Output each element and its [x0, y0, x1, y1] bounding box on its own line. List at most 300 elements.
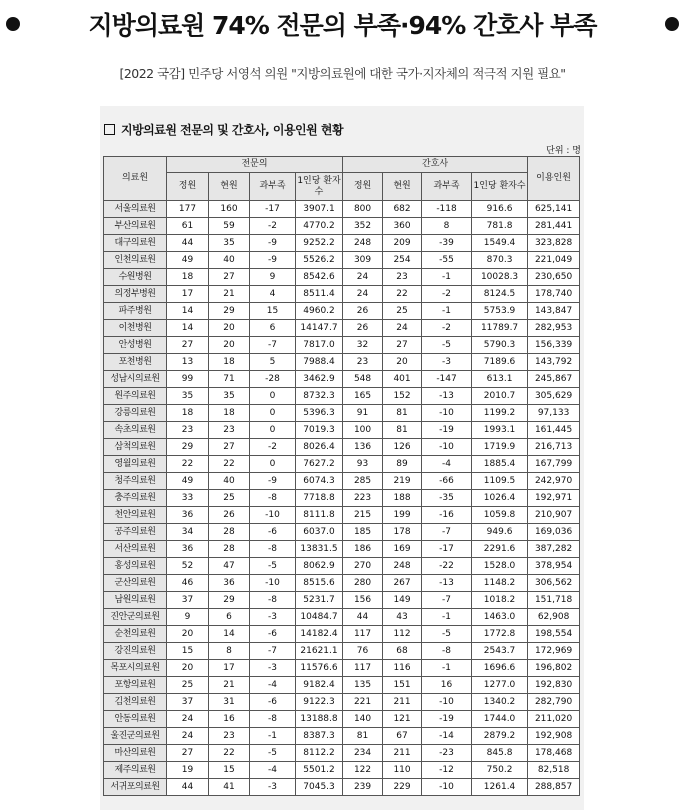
table-row: [104, 626, 580, 643]
doctor-quota: 49: [167, 473, 209, 490]
nurse-current: 20: [383, 354, 422, 371]
users-count: 143,792: [528, 354, 580, 371]
header-nurse-shortage: 과부족: [422, 173, 472, 201]
doctor-shortage: -9: [250, 235, 296, 252]
doctor-patients-per: 7627.2: [296, 456, 343, 473]
nurse-shortage: -147: [422, 371, 472, 388]
nurse-quota: 81: [343, 728, 383, 745]
users-count: 245,867: [528, 371, 580, 388]
doctor-shortage: -10: [250, 575, 296, 592]
bullet-dot-icon: [6, 17, 20, 31]
nurse-current: 211: [383, 694, 422, 711]
nurse-patients-per: 5790.3: [472, 337, 528, 354]
doctor-quota: 37: [167, 592, 209, 609]
nurse-quota: 239: [343, 779, 383, 796]
doctor-quota: 34: [167, 524, 209, 541]
doctor-quota: 35: [167, 388, 209, 405]
hospital-name: 속초의료원: [104, 422, 167, 439]
doctor-current: 15: [209, 762, 250, 779]
bullet-dot-icon: [665, 17, 679, 31]
doctor-shortage: -1: [250, 728, 296, 745]
nurse-shortage: -23: [422, 745, 472, 762]
doctor-shortage: -5: [250, 558, 296, 575]
nurse-quota: 156: [343, 592, 383, 609]
header-hospital: 의료원: [104, 157, 167, 201]
doctor-shortage: -28: [250, 371, 296, 388]
nurse-current: 149: [383, 592, 422, 609]
nurse-patients-per: 1199.2: [472, 405, 528, 422]
hospital-name: 목포시의료원: [104, 660, 167, 677]
nurse-patients-per: 1463.0: [472, 609, 528, 626]
nurse-shortage: -19: [422, 422, 472, 439]
doctor-patients-per: 14182.4: [296, 626, 343, 643]
nurse-quota: 117: [343, 626, 383, 643]
doctor-patients-per: 8387.3: [296, 728, 343, 745]
nurse-quota: 93: [343, 456, 383, 473]
nurse-patients-per: 870.3: [472, 252, 528, 269]
nurse-shortage: -13: [422, 575, 472, 592]
table-row: [104, 660, 580, 677]
users-count: 161,445: [528, 422, 580, 439]
doctor-quota: 27: [167, 337, 209, 354]
doctor-shortage: 5: [250, 354, 296, 371]
doctor-shortage: -5: [250, 745, 296, 762]
header-nurses-group: 간호사: [343, 157, 528, 173]
nurse-quota: 117: [343, 660, 383, 677]
nurse-current: 267: [383, 575, 422, 592]
nurse-shortage: -8: [422, 643, 472, 660]
nurse-patients-per: 1109.5: [472, 473, 528, 490]
doctor-quota: 18: [167, 269, 209, 286]
doctor-shortage: 0: [250, 405, 296, 422]
table-row: [104, 609, 580, 626]
nurse-quota: 548: [343, 371, 383, 388]
table-row: [104, 252, 580, 269]
nurse-current: 121: [383, 711, 422, 728]
hospital-name: 이천병원: [104, 320, 167, 337]
nurse-patients-per: 5753.9: [472, 303, 528, 320]
doctor-quota: 44: [167, 779, 209, 796]
doctor-current: 26: [209, 507, 250, 524]
hospital-name: 군산의료원: [104, 575, 167, 592]
unit-label: 단위 : 명: [546, 146, 581, 156]
nurse-patients-per: 750.2: [472, 762, 528, 779]
nurse-current: 209: [383, 235, 422, 252]
table-row: [104, 371, 580, 388]
nurse-current: 151: [383, 677, 422, 694]
doctor-current: 18: [209, 405, 250, 422]
nurse-shortage: -39: [422, 235, 472, 252]
doctor-current: 29: [209, 303, 250, 320]
doctor-quota: 25: [167, 677, 209, 694]
hospital-name: 영월의료원: [104, 456, 167, 473]
doctor-shortage: -8: [250, 711, 296, 728]
nurse-shortage: -7: [422, 524, 472, 541]
nurse-quota: 309: [343, 252, 383, 269]
nurse-shortage: -7: [422, 592, 472, 609]
nurse-current: 152: [383, 388, 422, 405]
doctor-patients-per: 9252.2: [296, 235, 343, 252]
table-row: [104, 694, 580, 711]
hospital-name: 파주병원: [104, 303, 167, 320]
nurse-quota: 185: [343, 524, 383, 541]
doctor-shortage: -6: [250, 694, 296, 711]
doctor-current: 6: [209, 609, 250, 626]
doctor-shortage: -2: [250, 218, 296, 235]
doctor-current: 25: [209, 490, 250, 507]
nurse-current: 68: [383, 643, 422, 660]
nurse-current: 360: [383, 218, 422, 235]
doctor-quota: 18: [167, 405, 209, 422]
nurse-patients-per: 1261.4: [472, 779, 528, 796]
doctor-quota: 14: [167, 320, 209, 337]
nurse-patients-per: 1340.2: [472, 694, 528, 711]
doctor-patients-per: 9122.3: [296, 694, 343, 711]
doctor-quota: 19: [167, 762, 209, 779]
nurse-current: 219: [383, 473, 422, 490]
hospital-name: 수원병원: [104, 269, 167, 286]
nurse-quota: 135: [343, 677, 383, 694]
nurse-quota: 285: [343, 473, 383, 490]
table-row: [104, 728, 580, 745]
doctor-current: 35: [209, 235, 250, 252]
table-row: [104, 677, 580, 694]
doctor-current: 23: [209, 422, 250, 439]
nurse-current: 248: [383, 558, 422, 575]
users-count: 221,049: [528, 252, 580, 269]
nurse-patients-per: 10028.3: [472, 269, 528, 286]
doctor-patients-per: 14147.7: [296, 320, 343, 337]
users-count: 62,908: [528, 609, 580, 626]
table-row: [104, 558, 580, 575]
hospital-name: 대구의료원: [104, 235, 167, 252]
nurse-current: 89: [383, 456, 422, 473]
nurse-current: 188: [383, 490, 422, 507]
users-count: 306,562: [528, 575, 580, 592]
nurse-patients-per: 2010.7: [472, 388, 528, 405]
nurse-patients-per: 1277.0: [472, 677, 528, 694]
nurse-current: 199: [383, 507, 422, 524]
nurse-shortage: -10: [422, 779, 472, 796]
nurse-quota: 800: [343, 201, 383, 218]
hospital-name: 의정부병원: [104, 286, 167, 303]
doctor-patients-per: 3462.9: [296, 371, 343, 388]
nurse-shortage: -35: [422, 490, 472, 507]
doctor-current: 160: [209, 201, 250, 218]
table-row: [104, 643, 580, 660]
doctor-quota: 36: [167, 541, 209, 558]
doctor-shortage: -8: [250, 592, 296, 609]
nurse-shortage: -5: [422, 626, 472, 643]
doctor-quota: 23: [167, 422, 209, 439]
nurse-patients-per: 1026.4: [472, 490, 528, 507]
nurse-quota: 234: [343, 745, 383, 762]
doctor-patients-per: 8111.8: [296, 507, 343, 524]
nurse-patients-per: 1528.0: [472, 558, 528, 575]
hospital-name: 서귀포의료원: [104, 779, 167, 796]
users-count: 143,847: [528, 303, 580, 320]
doctor-quota: 20: [167, 660, 209, 677]
nurse-quota: 76: [343, 643, 383, 660]
header-doctor-patients-per: 1인당 환자수: [296, 173, 343, 201]
nurse-shortage: 16: [422, 677, 472, 694]
doctor-current: 27: [209, 269, 250, 286]
doctor-shortage: -7: [250, 643, 296, 660]
nurse-patients-per: 11789.7: [472, 320, 528, 337]
users-count: 230,650: [528, 269, 580, 286]
hospital-name: 성남시의료원: [104, 371, 167, 388]
doctor-current: 31: [209, 694, 250, 711]
nurse-quota: 44: [343, 609, 383, 626]
doctor-current: 21: [209, 677, 250, 694]
nurse-current: 81: [383, 422, 422, 439]
table-title-text: 지방의료원 전문의 및 간호사, 이용인원 현황: [121, 123, 344, 137]
users-count: 305,629: [528, 388, 580, 405]
nurse-shortage: 8: [422, 218, 472, 235]
doctor-patients-per: 21621.1: [296, 643, 343, 660]
hospital-name: 김천의료원: [104, 694, 167, 711]
users-count: 282,953: [528, 320, 580, 337]
doctor-shortage: -2: [250, 439, 296, 456]
nurse-patients-per: 1993.1: [472, 422, 528, 439]
hospital-name: 진안군의료원: [104, 609, 167, 626]
doctor-shortage: -4: [250, 677, 296, 694]
doctor-quota: 27: [167, 745, 209, 762]
headline-title: 지방의료원 74% 전문의 부족·94% 간호사 부족: [88, 11, 597, 40]
nurse-shortage: -2: [422, 286, 472, 303]
doctor-current: 40: [209, 252, 250, 269]
table-row: [104, 524, 580, 541]
doctor-quota: 13: [167, 354, 209, 371]
table-row: [104, 592, 580, 609]
doctor-shortage: -17: [250, 201, 296, 218]
nurse-current: 254: [383, 252, 422, 269]
header-doctor-quota: 정원: [167, 173, 209, 201]
table-row: [104, 218, 580, 235]
nurse-quota: 186: [343, 541, 383, 558]
nurse-shortage: -1: [422, 609, 472, 626]
nurse-quota: 165: [343, 388, 383, 405]
nurse-shortage: -10: [422, 405, 472, 422]
nurse-patients-per: 1696.6: [472, 660, 528, 677]
nurse-patients-per: 1059.8: [472, 507, 528, 524]
hospital-name: 포항의료원: [104, 677, 167, 694]
nurse-shortage: -1: [422, 269, 472, 286]
doctor-patients-per: 9182.4: [296, 677, 343, 694]
doctor-current: 22: [209, 745, 250, 762]
users-count: 196,802: [528, 660, 580, 677]
table-row: [104, 507, 580, 524]
users-count: 151,718: [528, 592, 580, 609]
header-nurse-current: 현원: [383, 173, 422, 201]
doctor-current: 36: [209, 575, 250, 592]
nurse-current: 81: [383, 405, 422, 422]
doctor-patients-per: 6074.3: [296, 473, 343, 490]
doctor-current: 23: [209, 728, 250, 745]
doctor-patients-per: 4960.2: [296, 303, 343, 320]
users-count: 323,828: [528, 235, 580, 252]
hospital-name: 남원의료원: [104, 592, 167, 609]
doctor-current: 59: [209, 218, 250, 235]
users-count: 192,971: [528, 490, 580, 507]
nurse-shortage: -3: [422, 354, 472, 371]
hospital-name: 강릉의료원: [104, 405, 167, 422]
nurse-patients-per: 2543.7: [472, 643, 528, 660]
doctor-quota: 44: [167, 235, 209, 252]
nurse-current: 401: [383, 371, 422, 388]
hospital-name: 원주의료원: [104, 388, 167, 405]
doctor-current: 14: [209, 626, 250, 643]
nurse-shortage: -4: [422, 456, 472, 473]
hospital-name: 포천병원: [104, 354, 167, 371]
nurse-current: 43: [383, 609, 422, 626]
nurse-shortage: -14: [422, 728, 472, 745]
nurse-patients-per: 1885.4: [472, 456, 528, 473]
table-row: [104, 388, 580, 405]
nurse-shortage: -1: [422, 660, 472, 677]
doctor-patients-per: 8112.2: [296, 745, 343, 762]
nurse-quota: 26: [343, 320, 383, 337]
nurse-shortage: -5: [422, 337, 472, 354]
nurse-quota: 32: [343, 337, 383, 354]
doctor-shortage: -9: [250, 473, 296, 490]
doctor-current: 22: [209, 456, 250, 473]
nurse-current: 67: [383, 728, 422, 745]
table-row: [104, 422, 580, 439]
doctor-patients-per: 5396.3: [296, 405, 343, 422]
doctor-quota: 52: [167, 558, 209, 575]
doctor-shortage: 6: [250, 320, 296, 337]
nurse-shortage: -19: [422, 711, 472, 728]
nurse-patients-per: 1719.9: [472, 439, 528, 456]
nurse-quota: 223: [343, 490, 383, 507]
hospital-name: 울진군의료원: [104, 728, 167, 745]
doctor-patients-per: 7718.8: [296, 490, 343, 507]
doctor-quota: 22: [167, 456, 209, 473]
nurse-quota: 24: [343, 269, 383, 286]
hospital-name: 공주의료원: [104, 524, 167, 541]
table-row: [104, 490, 580, 507]
nurse-patients-per: 1549.4: [472, 235, 528, 252]
nurse-quota: 221: [343, 694, 383, 711]
table-row: [104, 269, 580, 286]
doctor-patients-per: 11576.6: [296, 660, 343, 677]
hospital-name: 인천의료원: [104, 252, 167, 269]
hospital-name: 삼척의료원: [104, 439, 167, 456]
doctor-patients-per: 8515.6: [296, 575, 343, 592]
users-count: 167,799: [528, 456, 580, 473]
doctor-shortage: -3: [250, 660, 296, 677]
nurse-quota: 352: [343, 218, 383, 235]
doctor-current: 71: [209, 371, 250, 388]
doctor-shortage: -8: [250, 490, 296, 507]
users-count: 625,141: [528, 201, 580, 218]
checkbox-square-icon: [104, 124, 115, 135]
hospital-name: 충주의료원: [104, 490, 167, 507]
users-count: 192,830: [528, 677, 580, 694]
nurse-patients-per: 1018.2: [472, 592, 528, 609]
nurse-patients-per: 845.8: [472, 745, 528, 762]
doctor-quota: 20: [167, 626, 209, 643]
doctor-quota: 37: [167, 694, 209, 711]
table-row: [104, 201, 580, 218]
doctor-patients-per: 8732.3: [296, 388, 343, 405]
doctor-current: 20: [209, 337, 250, 354]
nurse-patients-per: 1148.2: [472, 575, 528, 592]
doctor-current: 40: [209, 473, 250, 490]
doctor-quota: 99: [167, 371, 209, 388]
nurse-quota: 248: [343, 235, 383, 252]
users-count: 156,339: [528, 337, 580, 354]
doctor-quota: 36: [167, 507, 209, 524]
nurse-patients-per: 613.1: [472, 371, 528, 388]
doctor-current: 47: [209, 558, 250, 575]
users-count: 282,790: [528, 694, 580, 711]
nurse-quota: 24: [343, 286, 383, 303]
users-count: 172,969: [528, 643, 580, 660]
table-row: [104, 456, 580, 473]
users-count: 288,857: [528, 779, 580, 796]
nurse-patients-per: 2291.6: [472, 541, 528, 558]
users-count: 216,713: [528, 439, 580, 456]
doctor-shortage: -10: [250, 507, 296, 524]
doctor-patients-per: 5526.2: [296, 252, 343, 269]
nurse-current: 24: [383, 320, 422, 337]
doctor-patients-per: 5231.7: [296, 592, 343, 609]
nurse-quota: 122: [343, 762, 383, 779]
doctor-patients-per: 13188.8: [296, 711, 343, 728]
nurse-patients-per: 2879.2: [472, 728, 528, 745]
doctor-current: 16: [209, 711, 250, 728]
table-body: [104, 201, 580, 796]
hospital-name: 안성병원: [104, 337, 167, 354]
doctor-quota: 29: [167, 439, 209, 456]
users-count: 387,282: [528, 541, 580, 558]
users-count: 378,954: [528, 558, 580, 575]
header-doctors-group: 전문의: [167, 157, 343, 173]
doctor-shortage: 9: [250, 269, 296, 286]
users-count: 97,133: [528, 405, 580, 422]
nurse-quota: 215: [343, 507, 383, 524]
nurse-shortage: -55: [422, 252, 472, 269]
hospital-name: 서산의료원: [104, 541, 167, 558]
nurse-shortage: -66: [422, 473, 472, 490]
table-row: [104, 762, 580, 779]
nurse-current: 23: [383, 269, 422, 286]
nurse-current: 229: [383, 779, 422, 796]
users-count: 169,036: [528, 524, 580, 541]
doctor-shortage: -3: [250, 609, 296, 626]
hospital-name: 안동의료원: [104, 711, 167, 728]
table-row: [104, 575, 580, 592]
hospital-name: 제주의료원: [104, 762, 167, 779]
nurse-current: 25: [383, 303, 422, 320]
doctor-patients-per: 8062.9: [296, 558, 343, 575]
nurse-patients-per: 781.8: [472, 218, 528, 235]
doctor-shortage: -4: [250, 762, 296, 779]
table-title: [104, 121, 343, 138]
nurse-quota: 280: [343, 575, 383, 592]
table-row: [104, 439, 580, 456]
doctor-quota: 9: [167, 609, 209, 626]
nurse-patients-per: 1744.0: [472, 711, 528, 728]
nurse-current: 112: [383, 626, 422, 643]
table-row: [104, 779, 580, 796]
doctor-patients-per: 13831.5: [296, 541, 343, 558]
hospital-name: 홍성의료원: [104, 558, 167, 575]
header-users: 이용인원: [528, 157, 580, 201]
nurse-patients-per: 949.6: [472, 524, 528, 541]
